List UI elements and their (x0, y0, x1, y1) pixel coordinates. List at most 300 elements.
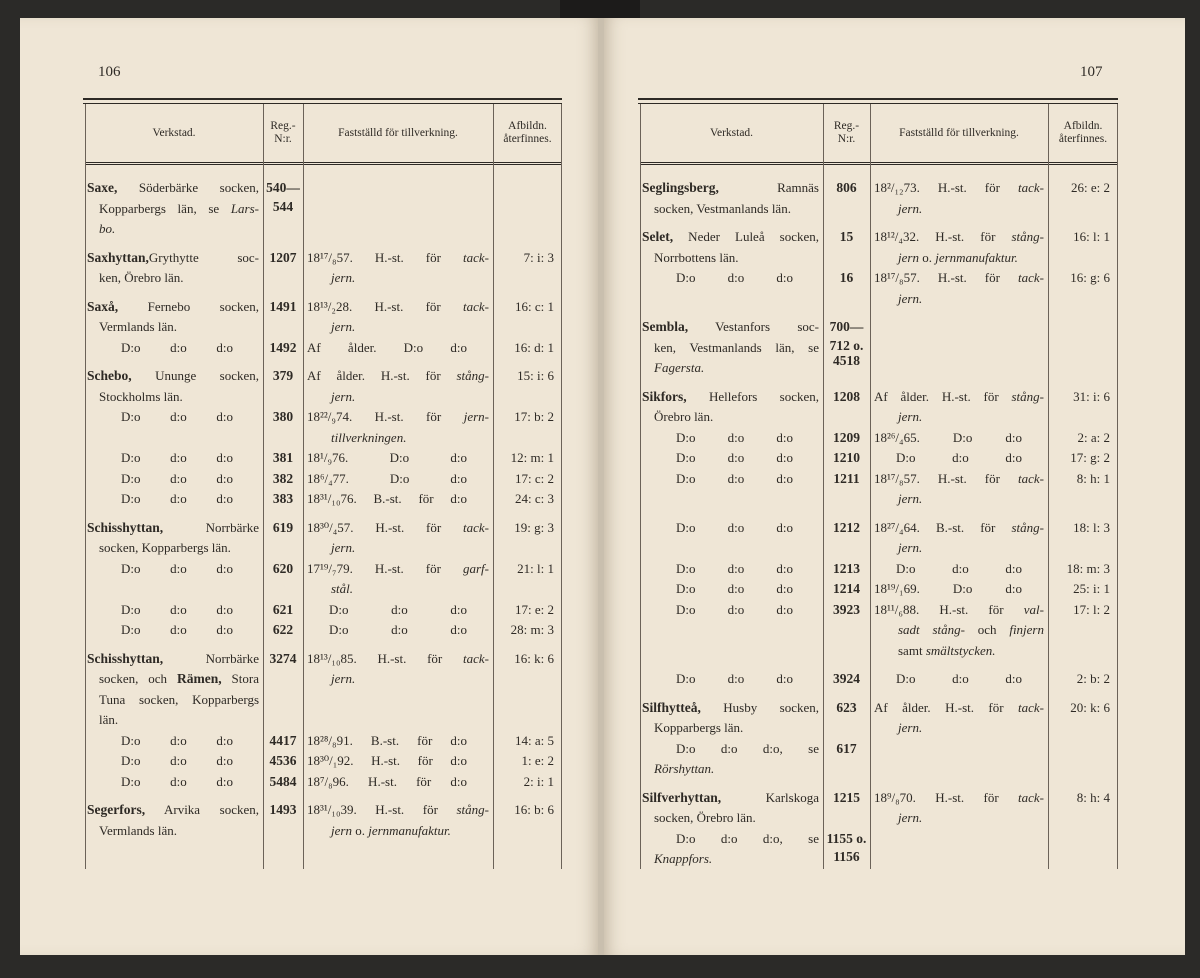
established-for-cell (303, 489, 493, 510)
text-segment: socken, och (99, 671, 177, 686)
works-name-line (640, 579, 823, 600)
table-row (85, 338, 562, 359)
reg-number-cell (823, 579, 870, 600)
text-segment: D:o d:o d:o (121, 622, 233, 637)
reg-number-cell (263, 731, 303, 752)
entry-group (85, 178, 562, 240)
figure-reference: 16: k: 6 (514, 650, 554, 666)
works-name-line (85, 219, 263, 240)
column-header-reg-nr: Reg.- N:r. (270, 120, 296, 145)
text-segment: D:o d:o d:o (121, 560, 233, 576)
reg-number: 700— (829, 319, 864, 334)
works-name: Seglingsberg, (642, 180, 719, 195)
works-name-line (640, 387, 823, 408)
established-for-cell (870, 788, 1048, 829)
established-for-cell (870, 698, 1048, 739)
text-segment: jern. (331, 319, 356, 334)
column-header-faststalld: Fastställd för tillverkning. (338, 126, 458, 139)
reg-number: 3274 (269, 650, 297, 666)
entry-group (85, 366, 562, 510)
table-row (85, 178, 562, 240)
table-row (640, 469, 1118, 510)
table-row (640, 600, 1118, 662)
reg-number-cell (823, 669, 870, 690)
text-segment: Fagersta. (654, 360, 705, 375)
established-for-line (303, 338, 493, 359)
works-name-cell (85, 248, 263, 289)
text-segment: D:o d:o d:o (676, 601, 793, 617)
established-for-line (870, 387, 1048, 408)
page-right (604, 18, 1185, 955)
text-segment: Neder Luleå socken, (673, 229, 819, 244)
works-name-line (640, 759, 823, 780)
text-segment: stång- (1011, 519, 1044, 535)
text-segment: 18¹¹/₆88. H.-st. för (874, 601, 1024, 617)
column-header-faststalld: Fastställd för tillverkning. (899, 126, 1019, 139)
works-name-line (640, 559, 823, 580)
table-row (640, 387, 1118, 428)
text-segment: D:o d:o d:o (121, 773, 233, 789)
entry-group (85, 649, 562, 793)
text-segment: ken, Örebro län. (99, 270, 184, 285)
established-for-cell (870, 387, 1048, 428)
text-segment: Ununge socken, (131, 368, 259, 383)
works-name-cell (640, 227, 823, 268)
established-for-line (303, 669, 493, 690)
works-name: Silfverhyttan, (642, 789, 722, 805)
established-for-cell (303, 518, 493, 559)
text-segment: tillverkningen. (331, 429, 407, 445)
reg-number: 1210 (833, 450, 860, 465)
works-name: Rämen, (176, 671, 222, 686)
text-segment: Karlskoga (721, 789, 819, 805)
text-segment: D:o d:o d:o (676, 270, 793, 285)
reg-number-cell (263, 772, 303, 793)
table-header (640, 104, 1118, 165)
works-name-cell (85, 772, 263, 793)
table-row (640, 448, 1118, 469)
text-segment: jern. (898, 810, 923, 825)
figure-reference: 17: b: 2 (514, 409, 554, 424)
works-name-line (640, 669, 823, 690)
text-segment: 18³⁰/₁92. H.-st. för d:o (307, 753, 467, 768)
established-for-line (303, 800, 493, 821)
reg-number: 3924 (833, 671, 860, 686)
reg-number: 1156 (833, 849, 860, 864)
reg-number-cell (823, 448, 870, 469)
figure-reference: 24: c: 3 (515, 491, 554, 506)
column-header-afbildn: Afbildn. återfinnes. (1058, 120, 1108, 145)
figure-reference: 18: m: 3 (1066, 560, 1110, 576)
table-row (640, 669, 1118, 690)
text-segment: D:o d:o d:o (121, 450, 233, 465)
table-row (85, 407, 562, 448)
established-for-line (870, 199, 1048, 220)
table-row (640, 518, 1118, 559)
text-segment: jern. (898, 409, 923, 424)
text-segment: socken, Örebro län. (654, 810, 756, 825)
text-segment: socken, Vestmanlands län. (654, 200, 791, 216)
works-name-cell (85, 469, 263, 490)
established-for-cell (870, 428, 1048, 449)
established-for-cell (303, 620, 493, 641)
table-row (640, 698, 1118, 739)
text-segment: Stockholms län. (99, 388, 183, 404)
table-row (85, 751, 562, 772)
works-name-line (640, 448, 823, 469)
established-for-cell (870, 178, 1048, 219)
established-for-cell (870, 268, 1048, 309)
established-for-line (870, 579, 1048, 600)
table-row (85, 731, 562, 752)
established-for-line (303, 297, 493, 318)
works-name-cell (640, 788, 823, 829)
works-name: Saxe, (87, 180, 118, 195)
works-name-line (640, 739, 823, 760)
works-name-line (85, 731, 263, 752)
works-name-cell (85, 731, 263, 752)
established-for-line (303, 448, 493, 469)
table-row (85, 366, 562, 407)
reg-number: 5484 (269, 773, 297, 789)
reg-number-cell (823, 600, 870, 662)
text-segment: tack- (463, 650, 489, 666)
works-name: Saxhyttan, (87, 249, 149, 265)
text-segment: D:o d:o d:o (896, 671, 1022, 686)
works-name-cell (640, 600, 823, 662)
works-name-line (640, 428, 823, 449)
established-for-cell (870, 829, 1048, 870)
works-name-cell (640, 669, 823, 690)
table-row (640, 317, 1118, 379)
works-name-line (640, 469, 823, 490)
established-for-line (870, 407, 1048, 428)
works-name-cell (85, 407, 263, 448)
works-name-line (85, 649, 263, 670)
reg-number-cell (823, 268, 870, 309)
text-segment: 18¹⁷/₈57. H.-st. för (874, 470, 1019, 486)
reg-number-cell (263, 800, 303, 841)
table-body (85, 178, 562, 849)
reg-number: 617 (836, 740, 857, 756)
established-for-line (870, 788, 1048, 809)
established-for-cell (870, 317, 1048, 379)
text-segment: jern. (898, 200, 923, 216)
scanner-background (560, 0, 640, 18)
established-for-line (870, 718, 1048, 739)
table-row (85, 600, 562, 621)
table-row (85, 518, 562, 559)
established-for-cell (870, 559, 1048, 580)
reg-number-cell (823, 829, 870, 870)
figure-reference: 16: d: 1 (514, 339, 554, 355)
figure-reference: 31: i: 6 (1073, 388, 1110, 404)
works-name-line (85, 600, 263, 621)
works-name-line (640, 698, 823, 719)
figure-reference: 26: e: 2 (1071, 180, 1110, 195)
established-for-cell (303, 772, 493, 793)
text-segment: jernmanufaktur. (368, 822, 451, 838)
works-name-line (85, 407, 263, 428)
text-segment: tack- (1018, 270, 1044, 285)
reg-number: 4417 (269, 732, 297, 748)
reg-number: 619 (272, 519, 294, 535)
works-name-line (640, 518, 823, 539)
entry-group (640, 788, 1118, 870)
text-segment: Fernebo socken, (118, 298, 259, 314)
established-for-cell (303, 731, 493, 752)
page-left (20, 18, 598, 955)
text-segment: tack- (1018, 470, 1044, 486)
text-segment: 18¹⁷/₈57. H.-st. för (874, 270, 1019, 285)
text-segment: 18²²/₉74. H.-st. för (307, 409, 464, 424)
works-name: Schisshyttan, (87, 650, 164, 666)
works-name-line (85, 518, 263, 539)
reg-number-cell (823, 317, 870, 379)
reg-number-cell (263, 751, 303, 772)
text-segment: val- (1023, 601, 1044, 617)
text-segment: o. (918, 249, 936, 265)
text-segment: stång- (1011, 388, 1044, 404)
table-row (640, 428, 1118, 449)
established-for-cell (303, 248, 493, 289)
works-name-line (640, 338, 823, 359)
works-name-line (85, 317, 263, 338)
text-segment: jern. (331, 270, 356, 285)
table-row (85, 559, 562, 600)
figure-reference: 14: a: 5 (515, 732, 554, 748)
entry-group (640, 178, 1118, 219)
works-name-cell (85, 489, 263, 510)
text-segment: 18³¹/₁₀76. B.-st. för d:o (307, 491, 467, 506)
text-segment: tack- (1018, 180, 1044, 195)
works-name-cell (85, 518, 263, 559)
reg-number: 16 (839, 270, 854, 285)
established-for-line (870, 641, 1048, 662)
reg-number-cell (263, 469, 303, 490)
text-segment: Vestanfors soc- (688, 319, 819, 334)
reg-number-cell (823, 518, 870, 559)
reg-number: 1491 (269, 298, 297, 314)
text-segment: D:o d:o d:o (121, 409, 233, 424)
figure-reference: 21: l: 1 (517, 560, 554, 576)
table-header (85, 104, 562, 165)
established-for-line (870, 559, 1048, 580)
reg-number-cell (823, 739, 870, 780)
text-segment: Hellefors socken, (686, 388, 819, 404)
established-for-line (303, 772, 493, 793)
text-segment: 18¹/₉76. D:o d:o (307, 450, 467, 465)
text-segment: Tuna socken, Kopparbergs (99, 691, 259, 707)
table-row (85, 649, 562, 731)
reg-number-cell (823, 788, 870, 829)
text-segment: D:o d:o d:o (121, 491, 233, 506)
table-row (85, 620, 562, 641)
text-segment: stång- (456, 802, 489, 817)
text-segment: jern (331, 822, 352, 838)
established-for-line (870, 808, 1048, 829)
works-name-line (85, 538, 263, 559)
table-row (640, 227, 1118, 268)
established-for-line (303, 821, 493, 842)
figure-reference (1048, 317, 1118, 379)
established-for-line (303, 620, 493, 641)
reg-number: 621 (272, 601, 294, 617)
established-for-line (870, 669, 1048, 690)
established-for-cell (870, 227, 1048, 268)
text-segment: Stora (221, 671, 259, 686)
established-for-line (870, 448, 1048, 469)
figure-reference: 2: i: 1 (523, 773, 554, 789)
works-name-line (85, 800, 263, 821)
text-segment: Norrbottens län. (654, 249, 739, 265)
text-segment: 18³¹/₁₀39. H.-st. för (307, 802, 457, 817)
entry-group (85, 800, 562, 841)
established-for-cell (870, 600, 1048, 662)
figure-reference: 8: h: 4 (1076, 789, 1110, 805)
text-segment: stål. (331, 581, 354, 596)
works-name-cell (640, 178, 823, 219)
works-name-line (85, 559, 263, 580)
works-name-cell (85, 178, 263, 240)
text-segment: D:o d:o d:o (121, 753, 233, 768)
works-name-line (640, 317, 823, 338)
text-segment: D:o d:o d:o (121, 601, 233, 617)
entry-group (640, 387, 1118, 510)
text-segment: stång- (456, 368, 489, 383)
text-segment: 17¹⁹/₇79. H.-st. för (307, 560, 463, 576)
reg-number-cell (263, 178, 303, 240)
works-name-cell (640, 739, 823, 780)
established-for-line (303, 731, 493, 752)
text-segment: jern. (331, 540, 356, 555)
figure-reference: 2: b: 2 (1076, 671, 1110, 686)
text-segment: jern. (331, 671, 356, 686)
text-segment: Af ålder. H.-st. för (874, 388, 1012, 404)
reg-number: 1155 o. (826, 830, 867, 846)
entry-group (85, 248, 562, 289)
text-segment: 18²⁶/₄65. D:o d:o (874, 429, 1022, 445)
figure-reference: 18: l: 3 (1073, 519, 1110, 535)
text-segment: jern. (898, 491, 923, 506)
figure-reference: 17: g: 2 (1070, 450, 1110, 465)
reg-number: 4536 (269, 753, 297, 768)
figure-reference (1048, 829, 1118, 870)
text-segment: Ramnäs (718, 180, 819, 195)
text-segment: 18⁷/₈96. H.-st. för d:o (307, 773, 467, 789)
works-name-cell (85, 448, 263, 469)
table-row (85, 469, 562, 490)
figure-reference: 17: l: 2 (1073, 601, 1110, 617)
reg-number-cell (263, 248, 303, 289)
works-name-line (640, 358, 823, 379)
works-name: Saxå, (87, 298, 119, 314)
established-for-line (870, 428, 1048, 449)
reg-number: 3923 (833, 601, 860, 617)
established-for-line (303, 649, 493, 670)
reg-number-cell (823, 387, 870, 428)
reg-number-cell (263, 448, 303, 469)
works-name-line (85, 821, 263, 842)
established-for-line (870, 227, 1048, 248)
text-segment: 18¹⁹/₁69. D:o d:o (874, 581, 1022, 596)
text-segment: Lars- (230, 200, 259, 216)
reg-number: 806 (836, 180, 857, 195)
reg-number-cell (823, 559, 870, 580)
text-segment: D:o d:o d:o (329, 622, 467, 637)
figure-reference: 16: g: 6 (1070, 270, 1110, 285)
reg-number: 1215 (833, 789, 860, 805)
table-row (85, 772, 562, 793)
text-segment: Söderbärke socken, (117, 180, 259, 195)
reg-number: 4518 (833, 352, 860, 368)
table-row (640, 579, 1118, 600)
text-segment: Af ålder. H.-st. för (874, 699, 1019, 715)
text-segment: 18²⁷/₄64. B.-st. för (874, 519, 1012, 535)
column-header-verkstad: Verkstad. (709, 126, 754, 139)
works-name-cell (85, 751, 263, 772)
text-segment: Vermlands län. (99, 822, 177, 838)
text-segment: 18¹⁷/₈57. H.-st. för (307, 249, 464, 265)
text-segment: D:o d:o d:o (676, 470, 793, 486)
reg-number: 379 (272, 368, 294, 383)
works-name-line (640, 829, 823, 850)
table-row (640, 829, 1118, 870)
column-header-reg-nr: Reg.- N:r. (833, 120, 860, 145)
reg-number-cell (263, 649, 303, 731)
text-segment: tack- (463, 249, 489, 265)
figure-reference: 17: c: 2 (515, 470, 554, 486)
reg-number: 1207 (269, 249, 297, 265)
works-name-cell (640, 518, 823, 559)
established-for-line (303, 317, 493, 338)
figure-reference: 8: h: 1 (1076, 470, 1110, 486)
text-segment: Örebro län. (654, 409, 714, 424)
reg-number-cell (263, 559, 303, 600)
entry-group (640, 227, 1118, 309)
figure-reference: 16: b: 6 (514, 802, 554, 817)
text-segment: 18²/₁₂73. H.-st. för (874, 180, 1019, 195)
text-segment: jern (898, 249, 919, 265)
text-segment: tack- (1018, 789, 1044, 805)
established-for-cell (870, 739, 1048, 780)
text-segment: o. (351, 822, 369, 838)
reg-number: 544 (272, 198, 294, 214)
text-segment: jern. (898, 290, 923, 306)
established-for-line (870, 178, 1048, 199)
works-name-line (85, 469, 263, 490)
text-segment: D:o d:o d:o (329, 601, 467, 617)
works-name-line (85, 690, 263, 711)
figure-reference: 2: a: 2 (1077, 429, 1110, 445)
text-segment: samt (898, 642, 926, 658)
text-segment: D:o d:o d:o (676, 581, 793, 596)
table-row (85, 448, 562, 469)
text-segment: socken, Kopparbergs län. (99, 540, 231, 555)
table-body (640, 178, 1118, 878)
text-segment: tack- (463, 519, 489, 535)
established-for-line (303, 469, 493, 490)
reg-number-cell (823, 428, 870, 449)
figure-reference: 19: g: 3 (514, 519, 554, 535)
works-name-cell (640, 469, 823, 510)
figure-reference: 1: e: 2 (521, 753, 554, 768)
text-segment: Rörshyttan. (654, 761, 715, 776)
text-segment: D:o d:o d:o (121, 470, 233, 486)
reg-number-cell (263, 407, 303, 448)
works-name-line (85, 387, 263, 408)
reg-number: 712 o. (829, 337, 864, 353)
